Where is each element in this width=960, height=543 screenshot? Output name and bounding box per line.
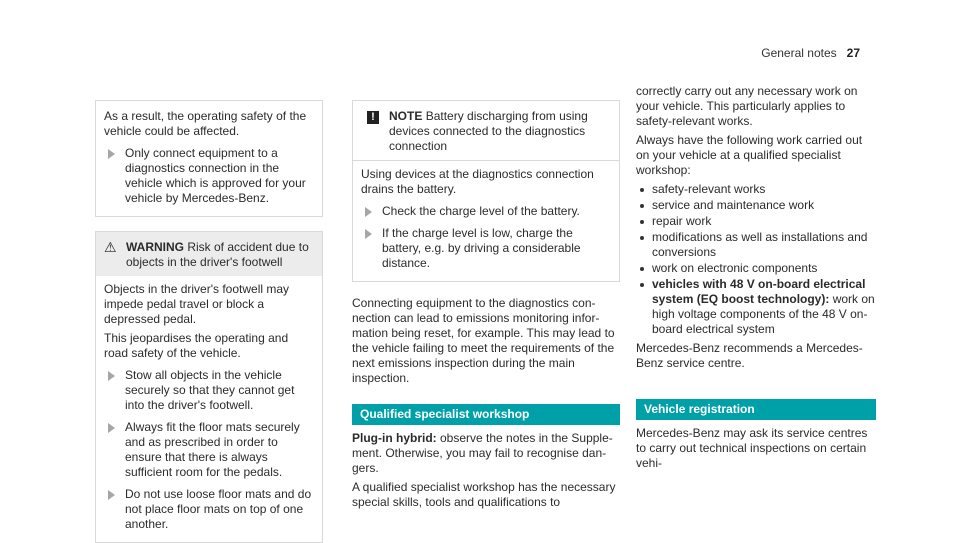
column-right bbox=[636, 84, 876, 475]
body-paragraph: Mercedes-Benz may ask its service centres to carry out technical inspections on certain vehi- bbox=[636, 426, 868, 470]
list-item: modifications as well as installations and conversions bbox=[636, 230, 876, 260]
instruction-step bbox=[104, 146, 314, 206]
instruction-step bbox=[104, 420, 314, 480]
section-heading: Vehicle registration bbox=[636, 399, 876, 420]
step-text: Do not use loose floor mats and do not place floor mats on top of one another. bbox=[125, 487, 312, 531]
step-text: Check the charge level of the battery. bbox=[382, 204, 580, 218]
warning-title: Risk of accident due to objects in the driver's footwell bbox=[126, 240, 309, 269]
list-item: work on electronic components bbox=[636, 261, 876, 276]
instruction-step bbox=[361, 226, 611, 271]
warning-triangle-icon: ⚠ bbox=[104, 239, 117, 255]
list-item: safety-relevant works bbox=[636, 182, 876, 197]
list-item: service and maintenance work bbox=[636, 198, 876, 213]
step-text: Only connect equipment to a diagnostics connection in the vehicle which is approved for your vehicle by Mercedes-Benz. bbox=[125, 146, 306, 205]
list-item-bold: vehicles with 48 V on-board electrical system (EQ boost technology): bbox=[652, 277, 866, 306]
note-label: NOTE bbox=[389, 109, 423, 123]
body-paragraph: Always have the following work carried out on your vehicle at a qualified specialist workshop: bbox=[636, 133, 863, 177]
step-arrow-icon bbox=[108, 490, 115, 500]
column-middle bbox=[352, 100, 620, 514]
warning-label: WARNING bbox=[126, 240, 184, 254]
list-item: repair work bbox=[636, 214, 876, 229]
box-intro: As a result, the operating safety of the vehicle could be affected. bbox=[104, 109, 307, 138]
body-paragraph: Connecting equipment to the diagnostics connection can lead to emissions monitoring information being reset, for example. This may lead to the vehicle failing to meet the requirements of the next emissions inspection during the main inspection. bbox=[352, 296, 615, 385]
warning-body bbox=[96, 276, 322, 542]
note-header bbox=[353, 101, 619, 160]
step-text: If the charge level is low, charge the battery, e.g. by driving a considerable distance. bbox=[382, 226, 581, 270]
info-box bbox=[95, 100, 323, 217]
section-name: General notes bbox=[761, 46, 837, 60]
step-arrow-icon bbox=[108, 149, 115, 159]
note-box bbox=[352, 100, 620, 282]
instruction-step bbox=[361, 204, 611, 219]
note-body bbox=[353, 160, 619, 281]
note-paragraph: Using devices at the diagnostics connection drains the battery. bbox=[361, 167, 594, 196]
warning-paragraph: This jeopardises the operating and road safety of the vehicle. bbox=[104, 331, 289, 360]
instruction-step bbox=[104, 487, 314, 532]
body-paragraph: Mercedes-Benz recommends a Mercedes-Benz service centre. bbox=[636, 341, 863, 370]
step-arrow-icon bbox=[365, 207, 372, 217]
step-text: Always fit the floor mats securely and as prescribed in order to ensure that there is always sufficient room for the pedals. bbox=[125, 420, 300, 479]
hybrid-text: observe the notes in the Supplement. Otherwise, you may fail to recognise dangers. bbox=[352, 431, 613, 475]
step-arrow-icon bbox=[365, 229, 372, 239]
list-item bbox=[636, 277, 876, 337]
body-paragraph: A qualified specialist workshop has the necessary special skills, tools and qualifications to bbox=[352, 480, 616, 509]
warning-box bbox=[95, 231, 323, 543]
instruction-step bbox=[104, 368, 314, 413]
body-paragraph: correctly carry out any necessary work on your vehicle. This particularly applies to safety-relevant works. bbox=[636, 84, 858, 128]
page-header bbox=[761, 46, 860, 61]
hybrid-label: Plug-in hybrid: bbox=[352, 431, 437, 445]
body-paragraph bbox=[352, 431, 620, 476]
section-heading: Qualified specialist workshop bbox=[352, 404, 620, 425]
list-item-text: work on high voltage components of the 48 V on-board electrical system bbox=[652, 292, 875, 336]
note-title: Battery discharging from using devices connected to the diagnostics connection bbox=[389, 109, 588, 153]
step-arrow-icon bbox=[108, 371, 115, 381]
note-exclamation-icon: ! bbox=[367, 111, 379, 124]
bullet-list bbox=[636, 182, 876, 337]
warning-paragraph: Objects in the driver's footwell may impede pedal travel or block a depressed pedal. bbox=[104, 282, 290, 326]
page-number: 27 bbox=[846, 46, 860, 60]
column-left bbox=[95, 100, 323, 543]
step-arrow-icon bbox=[108, 423, 115, 433]
step-text: Stow all objects in the vehicle securely so that they cannot get into the driver's footwell. bbox=[125, 368, 295, 412]
warning-header bbox=[96, 232, 322, 276]
